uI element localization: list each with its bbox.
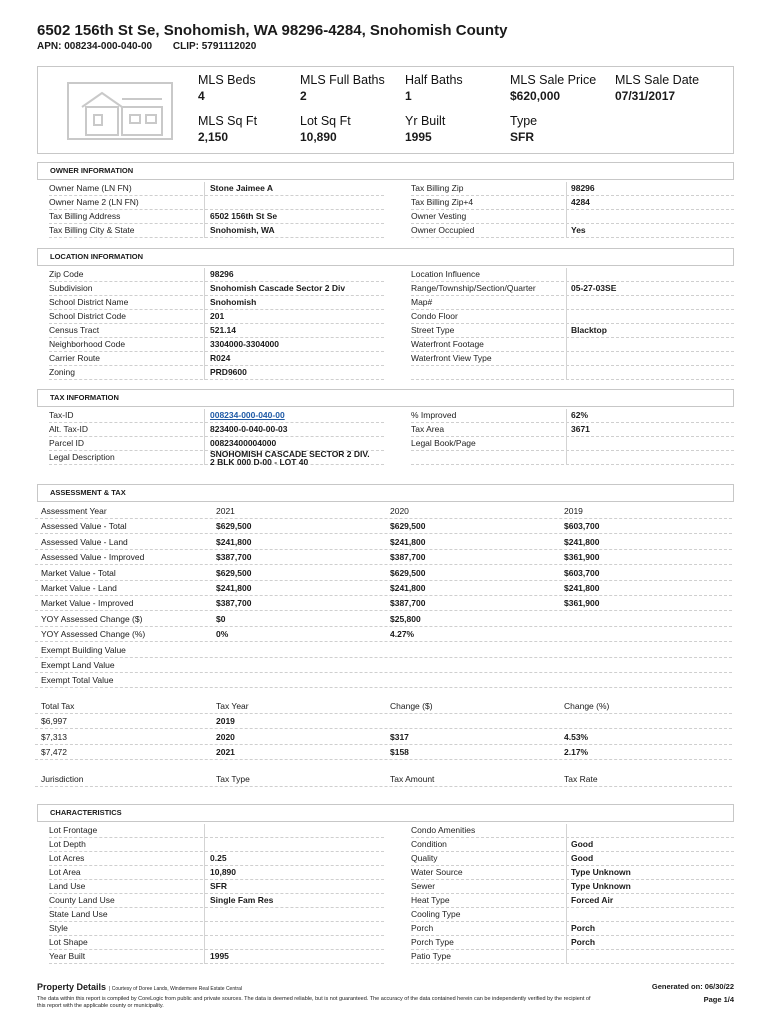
disclaimer: The data within this report is compiled by CoreLogic from public and private sources. The data is deemed reliable, but is not guaranteed. The accuracy of the data contained herein can be independently verified by the recipient of this report with the applicable county or municipality. bbox=[37, 996, 591, 1009]
assessment-cell: Assessed Value - Land bbox=[41, 536, 128, 547]
owner-row bbox=[49, 196, 384, 210]
location-label: Subdivision bbox=[49, 283, 93, 293]
owner-heading: OWNER INFORMATION bbox=[37, 162, 734, 180]
assessment-cell: $387,700 bbox=[390, 598, 426, 609]
tax-history-cell: $6,997 bbox=[41, 716, 67, 727]
tax-label: Alt. Tax-ID bbox=[49, 424, 89, 434]
summary-value: 07/31/2017 bbox=[615, 89, 676, 103]
characteristics-label: Sewer bbox=[411, 881, 436, 891]
tax-row bbox=[49, 423, 384, 437]
owner-label: Owner Name 2 (LN FN) bbox=[49, 197, 139, 207]
characteristics-row bbox=[411, 950, 734, 964]
page-number: Page 1/4 bbox=[703, 995, 734, 1004]
assessment-cell: $25,800 bbox=[390, 613, 421, 624]
location-row bbox=[411, 310, 734, 324]
characteristics-row bbox=[49, 936, 384, 950]
assessment-cell: Market Value - Improved bbox=[41, 598, 134, 609]
characteristics-label: Style bbox=[49, 923, 68, 933]
tax-label: Tax-ID bbox=[49, 410, 74, 420]
characteristics-row bbox=[411, 894, 734, 908]
location-label: Location Influence bbox=[411, 269, 480, 279]
owner-label: Tax Billing Zip+4 bbox=[411, 197, 474, 207]
location-row bbox=[411, 324, 734, 338]
tax-history-cell: $7,313 bbox=[41, 731, 67, 742]
tax-label: % Improved bbox=[411, 410, 457, 420]
characteristics-value: Good bbox=[571, 853, 594, 863]
summary-value: 2 bbox=[300, 89, 307, 103]
assessment-row bbox=[35, 535, 732, 550]
assessment-cell: Assessed Value - Improved bbox=[41, 552, 145, 563]
owner-label: Tax Billing Zip bbox=[411, 183, 464, 193]
summary-value: 1 bbox=[405, 89, 412, 103]
tax-row bbox=[49, 409, 384, 423]
characteristics-heading: CHARACTERISTICS bbox=[37, 804, 734, 822]
tax-history-row bbox=[35, 745, 732, 760]
tax-history-row bbox=[35, 699, 732, 714]
location-label: School District Name bbox=[49, 297, 129, 307]
owner-row bbox=[49, 182, 384, 196]
location-label: Carrier Route bbox=[49, 353, 101, 363]
assessment-cell: Exempt Land Value bbox=[41, 660, 115, 670]
location-value: PRD9600 bbox=[210, 367, 247, 377]
location-label: Waterfront Footage bbox=[411, 339, 484, 349]
owner-row bbox=[411, 210, 734, 224]
characteristics-row bbox=[49, 950, 384, 964]
characteristics-label: Water Source bbox=[411, 867, 463, 877]
owner-value: 98296 bbox=[571, 183, 595, 193]
owner-value: Snohomish, WA bbox=[210, 225, 275, 235]
assessment-cell: $241,800 bbox=[390, 536, 426, 547]
tax-divider bbox=[204, 409, 205, 465]
characteristics-label: Year Built bbox=[49, 951, 86, 961]
assessment-cell: 2020 bbox=[390, 506, 409, 516]
assessment-cell: Market Value - Total bbox=[41, 567, 116, 578]
tax-history-cell: Change (%) bbox=[564, 701, 610, 711]
jurisdiction-cell: Tax Type bbox=[216, 774, 250, 784]
tax-section bbox=[37, 389, 734, 467]
location-value: 3304000-3304000 bbox=[210, 339, 280, 349]
tax-label: Legal Description bbox=[49, 452, 115, 462]
location-row bbox=[411, 352, 734, 366]
characteristics-label: Lot Acres bbox=[49, 853, 85, 863]
tax-row bbox=[411, 409, 734, 423]
assessment-cell: Assessment Year bbox=[41, 506, 107, 516]
location-row bbox=[49, 282, 384, 296]
characteristics-row bbox=[411, 866, 734, 880]
characteristics-row bbox=[49, 866, 384, 880]
summary-label: MLS Sq Ft bbox=[198, 114, 258, 128]
assessment-cell: $629,500 bbox=[390, 521, 426, 532]
characteristics-value: Porch bbox=[571, 923, 596, 933]
location-value: Snohomish bbox=[210, 297, 257, 307]
summary-value: 1995 bbox=[405, 130, 432, 144]
characteristics-label: Porch bbox=[411, 923, 434, 933]
characteristics-label: Lot Shape bbox=[49, 937, 88, 947]
location-row bbox=[411, 296, 734, 310]
tax-history-cell: $317 bbox=[390, 731, 409, 742]
location-divider bbox=[204, 268, 205, 380]
assessment-cell: $629,500 bbox=[216, 521, 252, 532]
owner-section bbox=[37, 162, 734, 235]
summary-stat bbox=[510, 114, 620, 144]
location-value: 201 bbox=[210, 311, 225, 321]
assessment-cell: YOY Assessed Change ($) bbox=[41, 613, 143, 624]
summary-label: Type bbox=[510, 114, 538, 128]
footer-title: Property Details | Courtesy of Doree Lands, Windermere Real Estate Central bbox=[37, 982, 243, 992]
assessment-cell: 4.27% bbox=[390, 629, 415, 640]
characteristics-value: 0.25 bbox=[210, 853, 227, 863]
characteristics-label: State Land Use bbox=[49, 909, 108, 919]
jurisdiction-cell: Tax Rate bbox=[564, 774, 598, 784]
characteristics-label: Cooling Type bbox=[411, 909, 461, 919]
assessment-cell: $629,500 bbox=[216, 567, 252, 578]
location-row bbox=[411, 366, 734, 380]
location-divider bbox=[566, 268, 567, 380]
owner-divider bbox=[566, 182, 567, 238]
tax-history-cell: 2021 bbox=[216, 747, 235, 758]
apn-line bbox=[37, 41, 274, 52]
owner-label: Tax Billing City & State bbox=[49, 225, 135, 235]
characteristics-row bbox=[411, 852, 734, 866]
assessment-cell: 0% bbox=[216, 629, 229, 640]
tax-row bbox=[411, 423, 734, 437]
assessment-row bbox=[35, 673, 732, 688]
owner-value: Stone Jaimee A bbox=[210, 183, 273, 193]
footer bbox=[37, 982, 734, 1009]
characteristics-value: Type Unknown bbox=[571, 881, 631, 891]
assessment-cell: YOY Assessed Change (%) bbox=[41, 629, 146, 640]
characteristics-value: Single Fam Res bbox=[210, 895, 274, 905]
characteristics-row bbox=[411, 880, 734, 894]
tax-history-cell: 2.17% bbox=[564, 747, 589, 758]
assessment-row bbox=[35, 519, 732, 534]
page-title: 6502 156th St Se, Snohomish, WA 98296-4284, Snohomish County bbox=[37, 22, 508, 39]
assessment-cell: Assessed Value - Total bbox=[41, 521, 127, 532]
location-row bbox=[411, 282, 734, 296]
jurisdiction-cell: Jurisdiction bbox=[41, 774, 84, 784]
tax-row bbox=[411, 451, 734, 465]
summary-stat bbox=[405, 73, 515, 103]
location-row bbox=[411, 268, 734, 282]
assessment-row bbox=[35, 627, 732, 642]
location-value: 521.14 bbox=[210, 325, 236, 335]
characteristics-divider bbox=[566, 824, 567, 964]
assessment-cell: Market Value - Land bbox=[41, 583, 117, 593]
assessment-cell: $241,800 bbox=[216, 583, 252, 593]
assessment-cell: $0 bbox=[216, 613, 226, 624]
assessment-row bbox=[35, 581, 732, 596]
characteristics-label: Porch Type bbox=[411, 937, 454, 947]
summary-stat bbox=[300, 73, 410, 103]
assessment-row bbox=[35, 566, 732, 581]
summary-value: 2,150 bbox=[198, 130, 229, 144]
summary-stat bbox=[198, 73, 308, 103]
location-row bbox=[49, 352, 384, 366]
characteristics-row bbox=[49, 852, 384, 866]
assessment-row bbox=[35, 643, 732, 658]
owner-value: 6502 156th St Se bbox=[210, 211, 278, 221]
assessment-cell: $603,700 bbox=[564, 567, 600, 578]
characteristics-row bbox=[49, 922, 384, 936]
tax-row bbox=[411, 437, 734, 451]
tax-heading: TAX INFORMATION bbox=[37, 389, 734, 407]
assessment-row bbox=[35, 658, 732, 673]
characteristics-row bbox=[49, 838, 384, 852]
summary-label: MLS Full Baths bbox=[300, 73, 385, 87]
assessment-cell: $241,800 bbox=[564, 536, 600, 547]
characteristics-row bbox=[49, 908, 384, 922]
characteristics-value: Forced Air bbox=[571, 895, 614, 905]
location-value: 98296 bbox=[210, 269, 234, 279]
characteristics-value: Good bbox=[571, 839, 594, 849]
characteristics-label: Lot Frontage bbox=[49, 825, 98, 835]
summary-value: $620,000 bbox=[510, 89, 561, 103]
location-row bbox=[49, 296, 384, 310]
summary-value: SFR bbox=[510, 130, 534, 144]
location-label: Range/Township/Section/Quarter bbox=[411, 283, 536, 293]
tax-label: Parcel ID bbox=[49, 438, 84, 448]
location-row bbox=[49, 310, 384, 324]
jurisdiction-cell: Tax Amount bbox=[390, 774, 435, 784]
owner-row bbox=[49, 224, 384, 238]
characteristics-label: Quality bbox=[411, 853, 438, 863]
owner-row bbox=[411, 196, 734, 210]
assessment-cell: 2019 bbox=[564, 506, 583, 516]
tax-label: Tax Area bbox=[411, 424, 445, 434]
tax-value: 3671 bbox=[571, 424, 590, 434]
tax-history-cell: $158 bbox=[390, 747, 409, 758]
summary-value: 10,890 bbox=[300, 130, 337, 144]
location-label: Neighborhood Code bbox=[49, 339, 126, 349]
assessment-row bbox=[35, 596, 732, 611]
assessment-cell: $241,800 bbox=[216, 536, 252, 547]
owner-label: Tax Billing Address bbox=[49, 211, 121, 221]
assessment-cell: $241,800 bbox=[390, 583, 426, 593]
assessment-cell: $387,700 bbox=[216, 598, 252, 609]
tax-history-cell: 4.53% bbox=[564, 731, 589, 742]
assessment-row bbox=[35, 550, 732, 565]
characteristics-value: Porch bbox=[571, 937, 596, 947]
tax-value: SNOHOMISH CASCADE SECTOR 2 DIV. 2 BLK 000 D-00 - LOT 40 bbox=[210, 449, 370, 467]
tax-row bbox=[49, 451, 384, 465]
location-value: R024 bbox=[210, 353, 231, 363]
owner-row bbox=[411, 182, 734, 196]
location-heading: LOCATION INFORMATION bbox=[37, 248, 734, 266]
location-row bbox=[411, 338, 734, 352]
location-row bbox=[49, 324, 384, 338]
summary-label: MLS Sale Price bbox=[510, 73, 597, 87]
tax-history-cell: 2019 bbox=[216, 716, 235, 727]
summary-label: Half Baths bbox=[405, 73, 463, 87]
characteristics-value: 10,890 bbox=[210, 867, 236, 877]
location-row bbox=[49, 268, 384, 282]
assessment-cell: $361,900 bbox=[564, 598, 600, 609]
location-row bbox=[49, 366, 384, 380]
characteristics-row bbox=[411, 908, 734, 922]
assessment-cell: Exempt Building Value bbox=[41, 644, 126, 655]
characteristics-row bbox=[49, 894, 384, 908]
summary-label: Lot Sq Ft bbox=[300, 114, 351, 128]
assessment-cell: 2021 bbox=[216, 506, 235, 516]
summary-panel bbox=[37, 66, 734, 154]
location-label: Zip Code bbox=[49, 269, 84, 279]
tax-id-link[interactable]: 008234-000-040-00 bbox=[210, 410, 285, 420]
apn: APN: 008234-000-040-00 bbox=[37, 41, 153, 52]
characteristics-value: Type Unknown bbox=[571, 867, 631, 877]
tax-divider bbox=[566, 409, 567, 465]
characteristics-section bbox=[37, 804, 734, 961]
characteristics-label: Lot Depth bbox=[49, 839, 86, 849]
owner-label: Owner Name (LN FN) bbox=[49, 183, 132, 193]
assessment-cell: $629,500 bbox=[390, 567, 426, 578]
location-label: Condo Floor bbox=[411, 311, 458, 321]
summary-label: Yr Built bbox=[405, 114, 446, 128]
location-label: Street Type bbox=[411, 325, 455, 335]
summary-stat bbox=[300, 114, 410, 144]
location-row bbox=[49, 338, 384, 352]
characteristics-label: Patio Type bbox=[411, 951, 452, 961]
assessment-cell: $387,700 bbox=[216, 552, 252, 563]
summary-stat bbox=[615, 73, 725, 103]
location-value: Blacktop bbox=[571, 325, 607, 335]
tax-value: 62% bbox=[571, 410, 589, 420]
location-label: Zoning bbox=[49, 367, 75, 377]
generated-date: Generated on: 06/30/22 bbox=[651, 982, 734, 991]
tax-history-cell: $7,472 bbox=[41, 747, 67, 758]
location-label: Census Tract bbox=[49, 325, 100, 335]
location-value: Snohomish Cascade Sector 2 Div bbox=[210, 283, 346, 293]
location-label: Map# bbox=[411, 297, 433, 307]
location-section bbox=[37, 248, 734, 377]
tax-label: Legal Book/Page bbox=[411, 438, 476, 448]
owner-label: Owner Vesting bbox=[411, 211, 467, 221]
assessment-heading: ASSESSMENT & TAX bbox=[37, 484, 734, 502]
characteristics-label: County Land Use bbox=[49, 895, 115, 905]
assessment-cell: $603,700 bbox=[564, 521, 600, 532]
assessment-cell: $361,900 bbox=[564, 552, 600, 563]
owner-row bbox=[49, 210, 384, 224]
characteristics-label: Lot Area bbox=[49, 867, 81, 877]
characteristics-row bbox=[411, 922, 734, 936]
location-label: School District Code bbox=[49, 311, 127, 321]
tax-history-cell: Change ($) bbox=[390, 701, 433, 711]
assessment-cell: $387,700 bbox=[390, 552, 426, 563]
characteristics-label: Heat Type bbox=[411, 895, 450, 905]
location-value: 05-27-03SE bbox=[571, 283, 617, 293]
characteristics-row bbox=[411, 936, 734, 950]
tax-value: 00823400004000 bbox=[210, 438, 277, 448]
owner-value: 4284 bbox=[571, 197, 590, 207]
characteristics-row bbox=[411, 824, 734, 838]
characteristics-row bbox=[411, 838, 734, 852]
assessment-row bbox=[35, 504, 732, 519]
assessment-section bbox=[37, 484, 734, 784]
tax-history-cell: Total Tax bbox=[41, 701, 75, 711]
location-label: Waterfront View Type bbox=[411, 353, 492, 363]
assessment-cell: $241,800 bbox=[564, 583, 600, 593]
characteristics-row bbox=[49, 824, 384, 838]
tax-value: 823400-0-040-00-03 bbox=[210, 424, 288, 434]
characteristics-value: 1995 bbox=[210, 951, 229, 961]
owner-divider bbox=[204, 182, 205, 238]
house-icon bbox=[60, 77, 180, 143]
summary-stat bbox=[405, 114, 515, 144]
summary-value: 4 bbox=[198, 89, 205, 103]
summary-label: MLS Sale Date bbox=[615, 73, 700, 87]
characteristics-value: SFR bbox=[210, 881, 227, 891]
summary-stat bbox=[510, 73, 620, 103]
footer-courtesy: | Courtesy of Doree Lands, Windermere Real Estate Central bbox=[109, 986, 243, 992]
characteristics-label: Land Use bbox=[49, 881, 86, 891]
characteristics-divider bbox=[204, 824, 205, 964]
summary-label: MLS Beds bbox=[198, 73, 256, 87]
tax-history-row bbox=[35, 714, 732, 729]
owner-row bbox=[411, 224, 734, 238]
owner-label: Owner Occupied bbox=[411, 225, 475, 235]
summary-stat bbox=[198, 114, 308, 144]
tax-history-cell: 2020 bbox=[216, 731, 235, 742]
jurisdiction-row bbox=[35, 772, 732, 787]
characteristics-label: Condo Amenities bbox=[411, 825, 476, 835]
assessment-row bbox=[35, 612, 732, 627]
characteristics-row bbox=[49, 880, 384, 894]
characteristics-label: Condition bbox=[411, 839, 447, 849]
owner-value: Yes bbox=[571, 225, 586, 235]
tax-history-cell: Tax Year bbox=[216, 701, 249, 711]
tax-history-row bbox=[35, 730, 732, 745]
clip: CLIP: 5791112020 bbox=[172, 41, 257, 52]
assessment-cell: Exempt Total Value bbox=[41, 675, 114, 686]
